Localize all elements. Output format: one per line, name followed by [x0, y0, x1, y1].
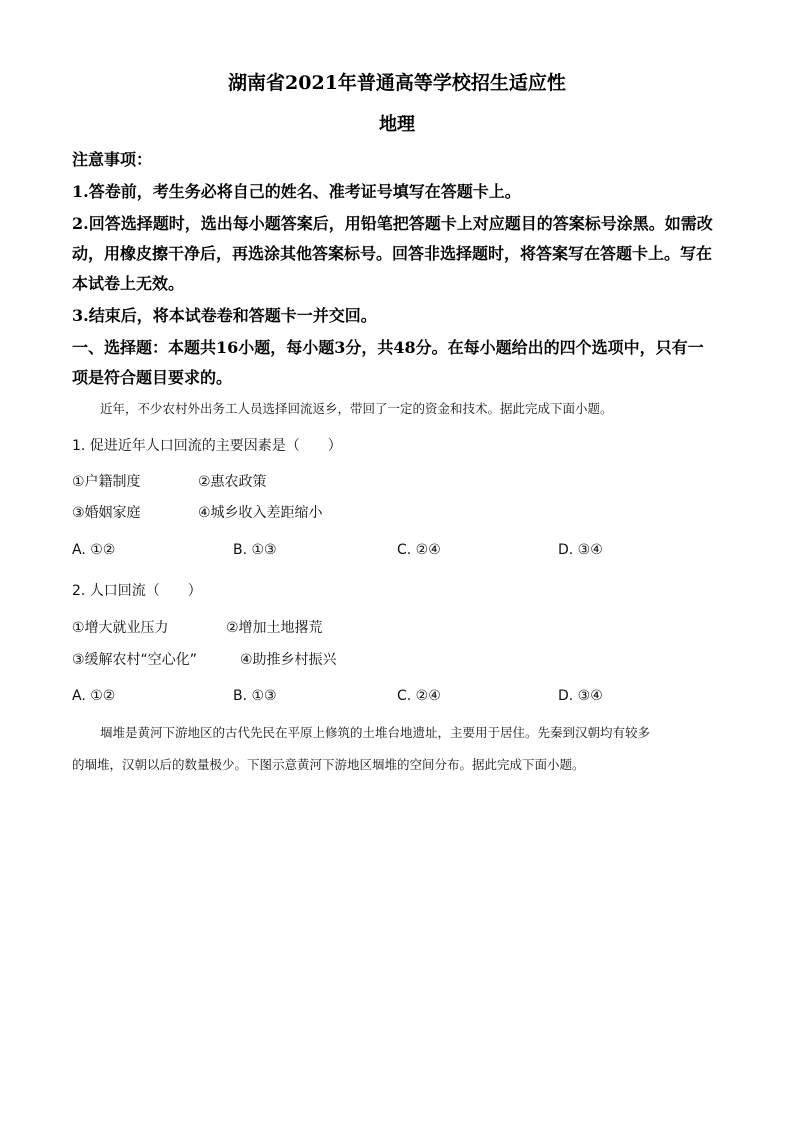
question-2-item-4: ④助推乡村振兴 [240, 652, 337, 668]
question-2-choice-d[interactable]: D. ③④ [558, 688, 603, 704]
section-1-instructions-line-1: 一、选择题：本题共16小题，每小题3分，共48分。在每小题给出的四个选项中，只有一 [72, 338, 704, 357]
question-group-1-intro: 近年，不少农村外出务工人员选择回流返乡，带回了一定的资金和技术。据此完成下面小题。 [100, 401, 613, 416]
notice-item-1: 1.答卷前，考生务必将自己的姓名、准考证号填写在答题卡上。 [72, 182, 521, 201]
question-1-choice-c[interactable]: C. ②④ [397, 542, 441, 558]
question-2-item-2: ②增加土地撂荒 [226, 620, 323, 636]
question-2-item-1: ①增大就业压力 [72, 620, 169, 636]
question-group-2-intro-line-1: 堌堆是黄河下游地区的古代先民在平原上修筑的土堆台地遗址，主要用于居住。先秦到汉朝均有较多 [100, 725, 651, 740]
question-2-choice-a[interactable]: A. ①② [72, 688, 116, 704]
question-1-choice-d[interactable]: D. ③④ [558, 542, 603, 558]
question-2-stem: 2. 人口回流（ ） [72, 583, 202, 599]
question-group-2-intro-line-2: 的堌堆，汉朝以后的数量极少。下图示意黄河下游地区堌堆的空间分布。据此完成下面小题。 [72, 757, 585, 772]
question-2-item-3: ③缓解农村“空心化” [72, 652, 198, 668]
question-1-choice-b[interactable]: B. ①③ [233, 542, 277, 558]
exam-title: 湖南省2021年普通高等学校招生适应性 [228, 72, 566, 94]
notice-item-3: 3.结束后，将本试卷卷和答题卡一并交回。 [72, 306, 377, 325]
question-1-choice-a[interactable]: A. ①② [72, 542, 116, 558]
notice-item-2-line-2: 动，用橡皮擦干净后，再选涂其他答案标号。回答非选择题时，将答案写在答题卡上。写在 [72, 244, 713, 263]
question-2-choice-c[interactable]: C. ②④ [397, 688, 441, 704]
question-1-item-3: ③婚姻家庭 [72, 505, 141, 521]
question-1-stem: 1. 促进近年人口回流的主要因素是（ ） [72, 438, 342, 454]
question-1-item-2: ②惠农政策 [198, 474, 267, 490]
question-2-choice-b[interactable]: B. ①③ [233, 688, 277, 704]
question-1-item-4: ④城乡收入差距缩小 [198, 505, 323, 521]
notice-item-2-line-1: 2.回答选择题时，选出每小题答案后，用铅笔把答题卡上对应题目的答案标号涂黑。如需改 [72, 214, 713, 233]
question-1-item-1: ①户籍制度 [72, 474, 141, 490]
section-1-instructions-line-2: 项是符合题目要求的。 [72, 368, 233, 387]
subject-title: 地理 [379, 114, 415, 135]
notice-item-2-line-3: 本试卷上无效。 [72, 274, 185, 293]
notice-heading: 注意事项： [72, 150, 153, 169]
